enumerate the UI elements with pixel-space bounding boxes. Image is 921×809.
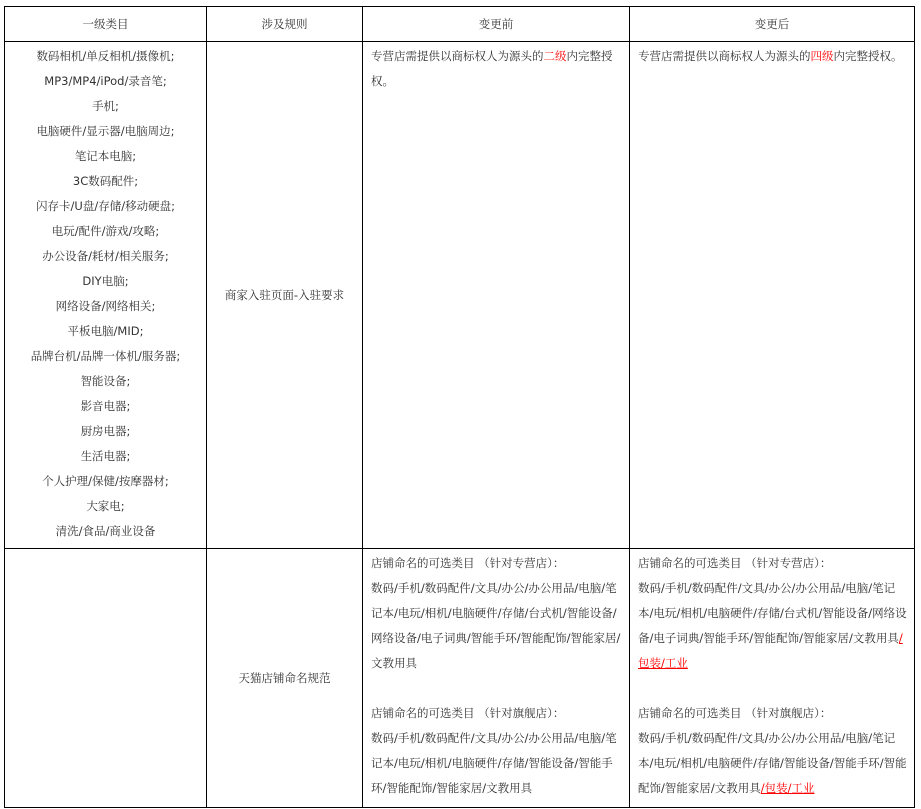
header-rule: 涉及规则 xyxy=(207,7,363,41)
category-item: 清洗/食品/商业设备 xyxy=(55,524,156,538)
category-item: 个人护理/保健/按摩器材; xyxy=(42,474,169,488)
header-category: 一级类目 xyxy=(5,7,207,41)
rule-name: 天猫店铺命名规范 xyxy=(238,670,331,685)
before-text-suffix: 内完整授权。 xyxy=(371,49,613,88)
category-item: 办公设备/耗材/相关服务; xyxy=(42,249,169,263)
category-item: 生活电器; xyxy=(80,449,131,463)
specialty-added: /包装/工业 xyxy=(638,631,903,670)
category-item: 智能设备; xyxy=(80,374,131,388)
category-item: 影音电器; xyxy=(80,399,131,413)
category-item: 手机; xyxy=(92,99,119,113)
table-header-row xyxy=(5,7,914,42)
category-item: 笔记本电脑; xyxy=(74,149,137,163)
category-item: 数码相机/单反相机/摄像机; xyxy=(36,49,175,63)
rule-change-table xyxy=(4,6,915,808)
category-list xyxy=(5,42,207,548)
after-text-suffix: 内完整授权。 xyxy=(833,49,903,63)
specialty-list: 数码/手机/数码配件/文具/办公/办公用品/电脑/笔记本/电玩/相机/电脑硬件/存储/台式机/智能设备/网络设备/电子词典/智能手环/智能配饰/智能家居/文教用具 xyxy=(638,581,907,645)
rule-cell xyxy=(207,549,363,807)
category-item: 闪存卡/U盘/存储/移动硬盘; xyxy=(36,199,175,213)
spacer xyxy=(371,676,623,701)
flagship-list-wrap xyxy=(638,726,908,801)
specialty-title: 店铺命名的可选类目 （针对专营店）： xyxy=(638,556,832,570)
specialty-list-wrap xyxy=(638,576,908,676)
after-highlight: 四级 xyxy=(810,49,834,63)
specialty-title: 店铺命名的可选类目 （针对专营店）： xyxy=(371,556,565,570)
flagship-list: 数码/手机/数码配件/文具/办公/办公用品/电脑/笔记本/电玩/相机/电脑硬件/存储/智能设备/智能手环/智能配饰/智能家居/文教用具 xyxy=(371,731,617,795)
header-before: 变更前 xyxy=(363,7,630,41)
category-item: 电玩/配件/游戏/攻略; xyxy=(51,224,160,238)
flagship-added: /包装/工业 xyxy=(760,781,815,795)
rule-cell xyxy=(207,42,363,548)
specialty-list: 数码/手机/数码配件/文具/办公/办公用品/电脑/笔记本/电玩/相机/电脑硬件/存储/台式机/智能设备/网络设备/电子词典/智能手环/智能配饰/智能家居/文教用具 xyxy=(371,581,621,670)
table-row xyxy=(5,42,914,549)
category-item: 大家电; xyxy=(86,499,125,513)
category-item: 平板电脑/MID; xyxy=(67,324,144,338)
category-item: MP3/MP4/iPod/录音笔; xyxy=(44,74,167,88)
before-cell xyxy=(363,42,630,548)
category-list-empty xyxy=(5,549,207,807)
flagship-list: 数码/手机/数码配件/文具/办公/办公用品/电脑/笔记本/电玩/相机/电脑硬件/存储/智能设备/智能手环/智能配饰/智能家居/文教用具 xyxy=(638,731,907,795)
before-text-prefix: 专营店需提供以商标权人为源头的 xyxy=(371,49,544,63)
category-item: 品牌台机/品牌一体机/服务器; xyxy=(30,349,181,363)
after-text-prefix: 专营店需提供以商标权人为源头的 xyxy=(638,49,811,63)
header-after: 变更后 xyxy=(754,17,790,31)
category-item: 网络设备/网络相关; xyxy=(55,299,156,313)
flagship-title: 店铺命名的可选类目 （针对旗舰店）： xyxy=(371,706,565,720)
rule-name: 商家入驻页面-入驻要求 xyxy=(224,287,345,302)
spacer xyxy=(638,676,908,701)
category-item: 厨房电器; xyxy=(80,424,131,438)
before-cell xyxy=(363,549,630,807)
before-highlight: 二级 xyxy=(543,49,567,63)
table-row xyxy=(5,549,914,807)
category-item: DIY电脑; xyxy=(82,274,129,288)
after-cell xyxy=(630,42,914,548)
after-cell xyxy=(630,549,914,807)
category-item: 3C数码配件; xyxy=(72,174,139,188)
category-item: 电脑硬件/显示器/电脑周边; xyxy=(36,124,175,138)
flagship-title: 店铺命名的可选类目 （针对旗舰店）： xyxy=(638,706,832,720)
